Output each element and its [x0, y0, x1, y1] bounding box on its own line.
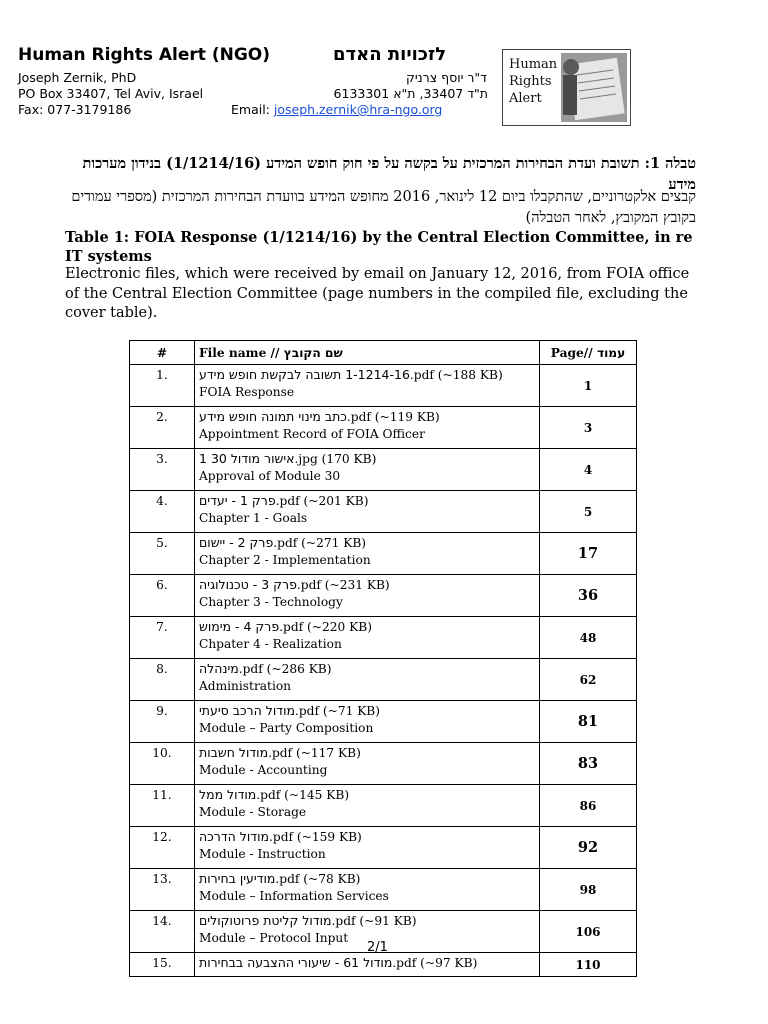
- table-row: [130, 575, 637, 617]
- header-page-en: Page//: [550, 345, 593, 360]
- header-page: [540, 341, 637, 365]
- page-number-cell: 36: [540, 575, 637, 617]
- file-name: [199, 911, 535, 930]
- file-description: Chpater 4 - Realization: [199, 637, 342, 651]
- file-name: [199, 953, 535, 972]
- page-number-cell: 17: [540, 533, 637, 575]
- file-name-cell: [195, 365, 540, 407]
- table-row: [130, 785, 637, 827]
- author-name-he: ד"ר יוסף צרניק: [405, 70, 487, 85]
- file-description: Approval of Module 30: [199, 469, 341, 483]
- file-name-cell: [195, 953, 540, 977]
- table-row: [130, 869, 637, 911]
- table-row: [130, 743, 637, 785]
- org-logo: [502, 49, 631, 126]
- org-name-en: Human Rights Alert (NGO): [18, 45, 271, 65]
- files-table: [129, 340, 637, 977]
- file-ext-size: .pdf (~91 KB): [331, 914, 417, 928]
- file-description: Chapter 3 - Technology: [199, 595, 343, 609]
- logo-text: [509, 56, 557, 107]
- file-name-cell: [195, 785, 540, 827]
- file-name-he: מינהלה: [199, 661, 239, 676]
- file-description: Module - Instruction: [199, 847, 326, 861]
- logo-word-3: Alert: [509, 91, 542, 106]
- page-number-cell: 110: [540, 953, 637, 977]
- header-page-he: עמוד: [596, 345, 626, 360]
- file-name-he: מודול ממל: [199, 787, 257, 802]
- page-number-cell: 98: [540, 869, 637, 911]
- file-name-cell: [195, 533, 540, 575]
- file-name: [199, 785, 535, 804]
- row-number: 2.: [130, 407, 195, 449]
- file-name-cell: [195, 491, 540, 533]
- page-number-cell: 86: [540, 785, 637, 827]
- author-name-en: Joseph Zernik, PhD: [18, 70, 137, 85]
- page-number-cell: 62: [540, 659, 637, 701]
- intro-en: Electronic files, which were received by email on January 12, 2016, from FOIA office of the Central Election Committee (page numbers in the compiled file, excluding the cover table).: [65, 266, 690, 321]
- file-description: Chapter 2 - Implementation: [199, 553, 371, 567]
- file-ext-size: .pdf (~201 KB): [275, 494, 369, 508]
- header-file-en: File name //: [199, 345, 280, 360]
- org-name-he: לזכויות האדם: [333, 44, 447, 65]
- file-description: FOIA Response: [199, 385, 295, 399]
- file-description: Module – Party Composition: [199, 721, 374, 735]
- table-row: [130, 491, 637, 533]
- file-description: Module - Accounting: [199, 763, 328, 777]
- file-name: [199, 575, 535, 594]
- row-number: 11.: [130, 785, 195, 827]
- row-number: 1.: [130, 365, 195, 407]
- file-name: [199, 365, 535, 384]
- row-number: 8.: [130, 659, 195, 701]
- file-ext-size: .pdf (~159 KB): [269, 830, 362, 844]
- table-row: [130, 365, 637, 407]
- file-ext-size: .jpg (170 KB): [294, 452, 377, 466]
- header-file-he: שם הקובץ: [283, 345, 343, 360]
- file-ext-size: .pdf (~78 KB): [275, 872, 361, 886]
- table-row: [130, 407, 637, 449]
- file-ext-size: .pdf (~286 KB): [238, 662, 332, 676]
- file-description: Chapter 1 - Goals: [199, 511, 308, 525]
- fax: Fax: 077-3179186: [18, 102, 132, 117]
- file-name: [199, 617, 535, 636]
- page-number-cell: 48: [540, 617, 637, 659]
- table-row: [130, 449, 637, 491]
- file-name: [199, 491, 535, 510]
- page-number-cell: 4: [540, 449, 637, 491]
- logo-word-2: Rights: [509, 74, 552, 89]
- logo-photo: [561, 53, 627, 122]
- address-he: ת"ד 33407, ת"א 6133301: [333, 86, 488, 101]
- file-name-cell: [195, 869, 540, 911]
- title-en: Table 1: FOIA Response (1/1214/16) by the Central Election Committee, in re IT systems: [65, 229, 693, 265]
- table-row: [130, 659, 637, 701]
- file-name: [199, 659, 535, 678]
- header-num: #: [130, 341, 195, 365]
- file-name-he: מודול הרכב סיעתי: [199, 703, 295, 718]
- file-name-he: מודול חשבות: [199, 745, 269, 760]
- file-name-cell: [195, 827, 540, 869]
- file-name-he: פרק 2 - יישום: [199, 535, 274, 550]
- file-ext-size: .pdf (~188 KB): [409, 368, 503, 382]
- file-description: Module – Information Services: [199, 889, 389, 903]
- row-number: 6.: [130, 575, 195, 617]
- page-number-cell: 3: [540, 407, 637, 449]
- page-number-cell: 1: [540, 365, 637, 407]
- header-file-name: [195, 341, 540, 365]
- intro-he: קבצים אלקטרוניים, שהתקבלו ביום 12 לינואר, 2016 מחופש המידע בוועדת הבחירות המרכזית (מספרי עמודים בקובץ המקובץ, לאחר הטבלה): [71, 189, 696, 226]
- file-name: [199, 449, 535, 468]
- row-number: 5.: [130, 533, 195, 575]
- table-row: [130, 827, 637, 869]
- email-link[interactable]: joseph.zernik@hra-ngo.org: [273, 102, 443, 117]
- email-label: Email:: [231, 102, 270, 117]
- file-name-cell: [195, 701, 540, 743]
- row-number: 15.: [130, 953, 195, 977]
- file-name-cell: [195, 575, 540, 617]
- file-name: [199, 701, 535, 720]
- file-name: [199, 533, 535, 552]
- file-name-he: 1-1214-16 תשובה לבקשת חופש מידע: [199, 367, 410, 382]
- file-name-cell: [195, 617, 540, 659]
- file-name-cell: [195, 407, 540, 449]
- row-number: 14.: [130, 911, 195, 953]
- email-line: [231, 102, 442, 118]
- table-row: [130, 953, 637, 977]
- file-name-he: מודול קליטת פרוטוקולים: [199, 913, 332, 928]
- table-row: [130, 533, 637, 575]
- file-name-cell: [195, 743, 540, 785]
- file-ext-size: .pdf (~117 KB): [268, 746, 361, 760]
- row-number: 10.: [130, 743, 195, 785]
- row-number: 7.: [130, 617, 195, 659]
- table-row: [130, 701, 637, 743]
- file-name: [199, 827, 535, 846]
- page-number-cell: 5: [540, 491, 637, 533]
- file-ext-size: .pdf (~220 KB): [279, 620, 372, 634]
- file-name-he: אישור מודול 30 1: [199, 451, 295, 466]
- page-number-cell: 83: [540, 743, 637, 785]
- file-ext-size: .pdf (~145 KB): [256, 788, 350, 802]
- file-name-he: פרק 4 - מימוש: [199, 619, 280, 634]
- file-description: Administration: [199, 679, 292, 693]
- file-name: [199, 407, 535, 426]
- page-number-cell: 81: [540, 701, 637, 743]
- table-row: [130, 617, 637, 659]
- file-name-he: מודול הדרכה: [199, 829, 270, 844]
- file-name: [199, 743, 535, 762]
- row-number: 12.: [130, 827, 195, 869]
- file-ext-size: .pdf (~97 KB): [392, 956, 478, 970]
- page-number-cell: 92: [540, 827, 637, 869]
- file-name-he: פרק 1 - יעדים: [199, 493, 276, 508]
- file-ext-size: .pdf (~271 KB): [273, 536, 367, 550]
- file-description: Appointment Record of FOIA Officer: [199, 427, 425, 441]
- row-number: 4.: [130, 491, 195, 533]
- logo-word-1: Human: [509, 57, 558, 72]
- row-number: 3.: [130, 449, 195, 491]
- file-name-he: מודול 61 - שיעורי ההצבעה בבחירות: [199, 955, 393, 970]
- file-ext-size: .pdf (~71 KB): [294, 704, 381, 718]
- row-number: 13.: [130, 869, 195, 911]
- row-number: 9.: [130, 701, 195, 743]
- file-description: Module - Storage: [199, 805, 307, 819]
- file-description: Module – Protocol Input: [199, 931, 349, 945]
- page-number-cell: 106: [540, 911, 637, 953]
- file-name-cell: [195, 659, 540, 701]
- file-name-cell: [195, 449, 540, 491]
- file-name: [199, 869, 535, 888]
- address-en: PO Box 33407, Tel Aviv, Israel: [18, 86, 204, 101]
- table-header-row: [130, 341, 637, 365]
- file-name-he: מודיעין בחירות: [199, 871, 276, 886]
- file-name-he: כתב מינוי תמונה חופש מידע: [199, 409, 347, 424]
- file-name-he: פרק 3 - טכנולוגיה: [199, 577, 297, 592]
- title-he: טבלה 1: תשובת ועדת הבחירות המרכזית על בקשה על פי חוק חופש המידע (1/1214/16) בנידון מערכות מידע: [82, 155, 696, 193]
- file-ext-size: .pdf (~231 KB): [296, 578, 390, 592]
- file-ext-size: .pdf (~119 KB): [346, 410, 440, 424]
- page-number: 2/1: [367, 940, 388, 955]
